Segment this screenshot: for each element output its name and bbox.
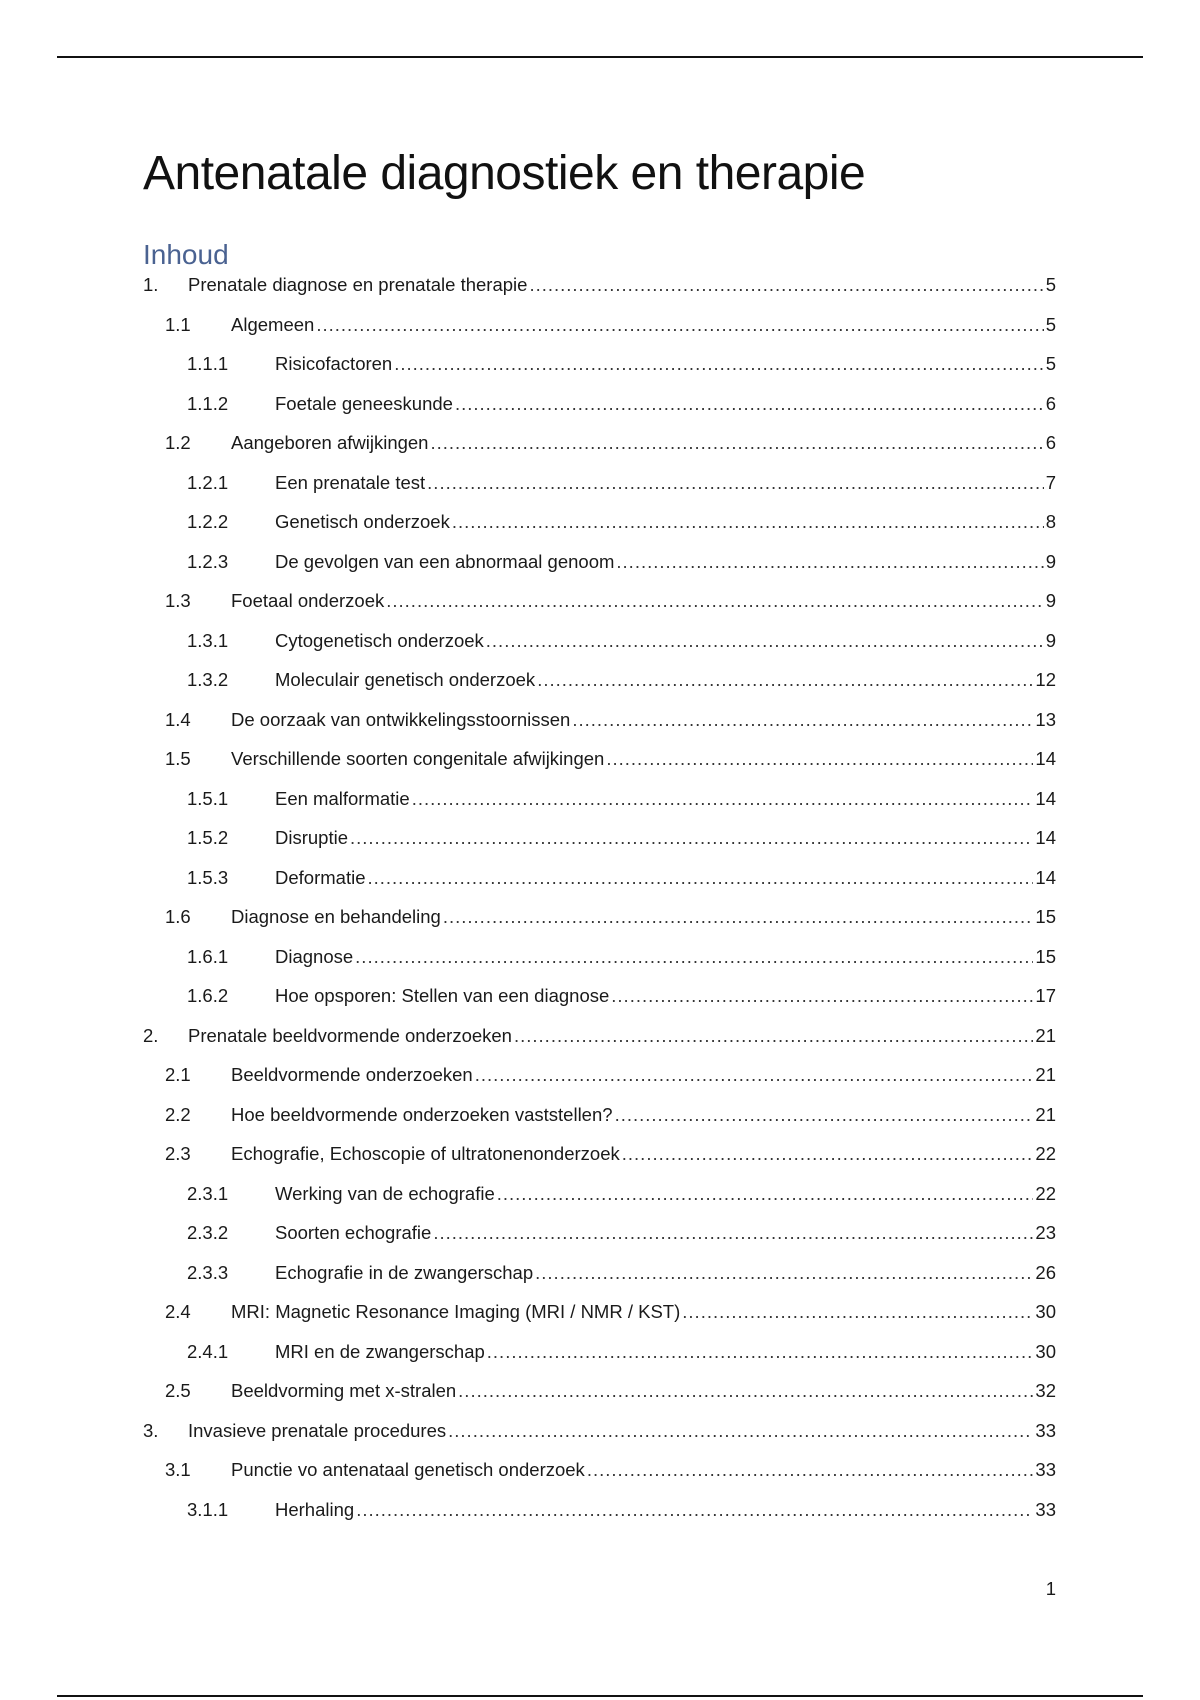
toc-entry[interactable] bbox=[143, 1419, 1056, 1443]
toc-dot-leader bbox=[386, 589, 1043, 613]
toc-entry[interactable] bbox=[143, 550, 1056, 574]
toc-entry-number: 1.3 bbox=[165, 590, 191, 611]
toc-entry-title: De gevolgen van een abnormaal genoom bbox=[275, 551, 615, 572]
toc-entry[interactable] bbox=[143, 984, 1056, 1008]
toc-entry[interactable] bbox=[143, 1142, 1056, 1166]
toc-dot-leader bbox=[350, 826, 1033, 850]
toc-entry[interactable] bbox=[143, 1340, 1056, 1364]
toc-entry-title: Prenatale diagnose en prenatale therapie bbox=[188, 274, 528, 295]
toc-entry-title: Disruptie bbox=[275, 827, 348, 848]
toc-entry[interactable] bbox=[143, 1458, 1056, 1482]
page-number: 1 bbox=[1045, 1578, 1056, 1599]
toc-entry[interactable] bbox=[143, 471, 1056, 495]
toc-dot-leader bbox=[529, 273, 1043, 297]
toc-dot-leader bbox=[356, 1498, 1033, 1522]
toc-dot-leader bbox=[514, 1024, 1033, 1048]
toc-entry-title: Herhaling bbox=[275, 1499, 355, 1520]
toc-entry[interactable] bbox=[143, 708, 1056, 732]
toc-entry-number: 1.3.1 bbox=[187, 630, 229, 651]
toc-entry-page: 6 bbox=[1045, 393, 1056, 414]
toc-entry-page: 9 bbox=[1045, 551, 1056, 572]
toc-entry[interactable] bbox=[143, 826, 1056, 850]
toc-dot-leader bbox=[433, 1221, 1033, 1245]
toc-entry-page: 12 bbox=[1035, 669, 1056, 690]
toc-entry[interactable] bbox=[143, 1063, 1056, 1087]
toc-entry-title: Een malformatie bbox=[275, 788, 410, 809]
toc-entry-page: 14 bbox=[1035, 748, 1056, 769]
toc-entry-title: Deformatie bbox=[275, 867, 366, 888]
toc-entry-page: 22 bbox=[1035, 1143, 1056, 1164]
toc-entry-page: 26 bbox=[1035, 1262, 1056, 1283]
toc-entry-number: 1.1.2 bbox=[187, 393, 229, 414]
toc-entry-number: 1. bbox=[143, 274, 159, 295]
toc-entry[interactable] bbox=[143, 431, 1056, 455]
toc-entry-title: Echografie in de zwangerschap bbox=[275, 1262, 534, 1283]
toc-dot-leader bbox=[611, 984, 1033, 1008]
toc-entry[interactable] bbox=[143, 1379, 1056, 1403]
toc-entry[interactable] bbox=[143, 1221, 1056, 1245]
toc-entry-number: 2.4.1 bbox=[187, 1341, 229, 1362]
toc-entry[interactable] bbox=[143, 589, 1056, 613]
toc-entry-number: 1.5 bbox=[165, 748, 191, 769]
footer-rule bbox=[57, 1695, 1143, 1697]
toc-entry-title: Beeldvorming met x-stralen bbox=[231, 1380, 457, 1401]
toc-dot-leader bbox=[455, 392, 1044, 416]
toc-entry-page: 21 bbox=[1035, 1025, 1056, 1046]
toc-entry-title: Hoe opsporen: Stellen van een diagnose bbox=[275, 985, 610, 1006]
toc-dot-leader bbox=[622, 1142, 1034, 1166]
toc-entry-title: Diagnose bbox=[275, 946, 354, 967]
toc-dot-leader bbox=[355, 945, 1033, 969]
toc-dot-leader bbox=[458, 1379, 1033, 1403]
toc-entry[interactable] bbox=[143, 1300, 1056, 1324]
toc-entry-title: Beeldvormende onderzoeken bbox=[231, 1064, 473, 1085]
toc-dot-leader bbox=[412, 787, 1034, 811]
toc-entry-number: 2.1 bbox=[165, 1064, 191, 1085]
toc-entry[interactable] bbox=[143, 747, 1056, 771]
toc-entry[interactable] bbox=[143, 1024, 1056, 1048]
toc-entry[interactable] bbox=[143, 668, 1056, 692]
toc-entry-title: Foetaal onderzoek bbox=[231, 590, 385, 611]
toc-entry-number: 2. bbox=[143, 1025, 159, 1046]
toc-entry-title: De oorzaak van ontwikkelingsstoornissen bbox=[231, 709, 571, 730]
toc-entry[interactable] bbox=[143, 945, 1056, 969]
toc-entry-page: 13 bbox=[1035, 709, 1056, 730]
toc-dot-leader bbox=[616, 550, 1043, 574]
toc-entry-number: 1.5.3 bbox=[187, 867, 229, 888]
toc-entry-title: Hoe beeldvormende onderzoeken vaststellen? bbox=[231, 1104, 613, 1125]
toc-entry-page: 33 bbox=[1035, 1459, 1056, 1480]
toc-entry-number: 3.1 bbox=[165, 1459, 191, 1480]
toc-dot-leader bbox=[497, 1182, 1034, 1206]
toc-dot-leader bbox=[448, 1419, 1033, 1443]
toc-entry-number: 2.2 bbox=[165, 1104, 191, 1125]
toc-dot-leader bbox=[427, 471, 1044, 495]
toc-entry-title: Cytogenetisch onderzoek bbox=[275, 630, 484, 651]
toc-entry-page: 14 bbox=[1035, 788, 1056, 809]
toc-entry-page: 33 bbox=[1035, 1499, 1056, 1520]
toc-entry-page: 15 bbox=[1035, 946, 1056, 967]
toc-entry[interactable] bbox=[143, 273, 1056, 297]
header-rule bbox=[57, 56, 1143, 58]
toc-dot-leader bbox=[394, 352, 1043, 376]
toc-dot-leader bbox=[486, 629, 1044, 653]
toc-entry[interactable] bbox=[143, 1498, 1056, 1522]
toc-entry[interactable] bbox=[143, 905, 1056, 929]
toc-entry[interactable] bbox=[143, 787, 1056, 811]
toc-entry[interactable] bbox=[143, 313, 1056, 337]
toc-entry[interactable] bbox=[143, 629, 1056, 653]
toc-entry-number: 3. bbox=[143, 1420, 159, 1441]
toc-entry[interactable] bbox=[143, 510, 1056, 534]
toc-entry-title: Diagnose en behandeling bbox=[231, 906, 441, 927]
toc-entry-title: Echografie, Echoscopie of ultratonenonderzoek bbox=[231, 1143, 620, 1164]
toc-entry[interactable] bbox=[143, 352, 1056, 376]
toc-entry-page: 5 bbox=[1045, 314, 1056, 335]
toc-dot-leader bbox=[475, 1063, 1034, 1087]
toc-dot-leader bbox=[682, 1300, 1033, 1324]
toc-dot-leader bbox=[487, 1340, 1034, 1364]
toc-entry-number: 1.1.1 bbox=[187, 353, 229, 374]
toc-entry-page: 32 bbox=[1035, 1380, 1056, 1401]
toc-entry-title: Punctie vo antenataal genetisch onderzoek bbox=[231, 1459, 585, 1480]
toc-entry-title: Risicofactoren bbox=[275, 353, 393, 374]
toc-heading: Inhoud bbox=[143, 239, 229, 270]
toc-dot-leader bbox=[452, 510, 1044, 534]
toc-entry-number: 1.3.2 bbox=[187, 669, 229, 690]
toc-entry-page: 5 bbox=[1045, 274, 1056, 295]
toc-entry-number: 2.3.2 bbox=[187, 1222, 229, 1243]
toc-entry-number: 1.2.2 bbox=[187, 511, 229, 532]
toc-entry[interactable] bbox=[143, 866, 1056, 890]
toc-entry-page: 14 bbox=[1035, 827, 1056, 848]
toc-entry-number: 2.3.1 bbox=[187, 1183, 229, 1204]
toc-entry[interactable] bbox=[143, 1261, 1056, 1285]
toc-entry-page: 23 bbox=[1035, 1222, 1056, 1243]
toc-entry-number: 1.1 bbox=[165, 314, 191, 335]
toc-entry-number: 1.2.1 bbox=[187, 472, 229, 493]
toc-entry-page: 22 bbox=[1035, 1183, 1056, 1204]
toc-entry-title: Moleculair genetisch onderzoek bbox=[275, 669, 536, 690]
toc-entry-page: 21 bbox=[1035, 1104, 1056, 1125]
toc-entry-title: Genetisch onderzoek bbox=[275, 511, 450, 532]
toc-entry-page: 5 bbox=[1045, 353, 1056, 374]
toc-entry-page: 9 bbox=[1045, 590, 1056, 611]
toc-entry-title: MRI en de zwangerschap bbox=[275, 1341, 485, 1362]
toc-entry-number: 1.5.2 bbox=[187, 827, 229, 848]
toc-entry-title: Invasieve prenatale procedures bbox=[188, 1420, 447, 1441]
toc-dot-leader bbox=[572, 708, 1033, 732]
toc-dot-leader bbox=[587, 1458, 1034, 1482]
toc-dot-leader bbox=[535, 1261, 1033, 1285]
toc-dot-leader bbox=[615, 1103, 1034, 1127]
toc-entry-page: 30 bbox=[1035, 1341, 1056, 1362]
toc-entry-title: Een prenatale test bbox=[275, 472, 426, 493]
toc-entry-number: 1.6 bbox=[165, 906, 191, 927]
toc-entry-number: 1.2.3 bbox=[187, 551, 229, 572]
toc-entry[interactable] bbox=[143, 392, 1056, 416]
toc-dot-leader bbox=[537, 668, 1033, 692]
toc-dot-leader bbox=[443, 905, 1034, 929]
toc-entry-number: 1.5.1 bbox=[187, 788, 229, 809]
toc-entry-number: 2.4 bbox=[165, 1301, 191, 1322]
toc-entry-number: 1.2 bbox=[165, 432, 191, 453]
toc-entry-number: 2.3.3 bbox=[187, 1262, 229, 1283]
toc-entry-page: 6 bbox=[1045, 432, 1056, 453]
toc-entry-title: MRI: Magnetic Resonance Imaging (MRI / NMR / KST) bbox=[231, 1301, 681, 1322]
toc-entry[interactable] bbox=[143, 1182, 1056, 1206]
toc-entry[interactable] bbox=[143, 1103, 1056, 1127]
toc-entry-page: 9 bbox=[1045, 630, 1056, 651]
toc-entry-page: 30 bbox=[1035, 1301, 1056, 1322]
toc-entry-page: 7 bbox=[1045, 472, 1056, 493]
toc-entry-title: Aangeboren afwijkingen bbox=[231, 432, 429, 453]
toc-entry-number: 2.5 bbox=[165, 1380, 191, 1401]
toc-entry-title: Verschillende soorten congenitale afwijkingen bbox=[231, 748, 605, 769]
toc-entry-page: 15 bbox=[1035, 906, 1056, 927]
toc-entry-title: Algemeen bbox=[231, 314, 315, 335]
toc-entry-title: Werking van de echografie bbox=[275, 1183, 495, 1204]
toc-entry-title: Soorten echografie bbox=[275, 1222, 432, 1243]
toc-entry-page: 8 bbox=[1045, 511, 1056, 532]
toc-dot-leader bbox=[367, 866, 1033, 890]
toc-entry-page: 14 bbox=[1035, 867, 1056, 888]
toc-entry-number: 1.6.2 bbox=[187, 985, 229, 1006]
document-title: Antenatale diagnostiek en therapie bbox=[143, 147, 866, 200]
toc-entry-number: 2.3 bbox=[165, 1143, 191, 1164]
toc-entry-page: 21 bbox=[1035, 1064, 1056, 1085]
toc-entry-page: 17 bbox=[1035, 985, 1056, 1006]
toc-dot-leader bbox=[430, 431, 1043, 455]
toc-entry-number: 1.6.1 bbox=[187, 946, 229, 967]
toc-entry-page: 33 bbox=[1035, 1420, 1056, 1441]
toc-entry-number: 3.1.1 bbox=[187, 1499, 229, 1520]
toc-dot-leader bbox=[316, 313, 1043, 337]
toc-entry-title: Prenatale beeldvormende onderzoeken bbox=[188, 1025, 512, 1046]
toc-dot-leader bbox=[606, 747, 1033, 771]
toc-entry-title: Foetale geneeskunde bbox=[275, 393, 453, 414]
toc-entry-number: 1.4 bbox=[165, 709, 191, 730]
